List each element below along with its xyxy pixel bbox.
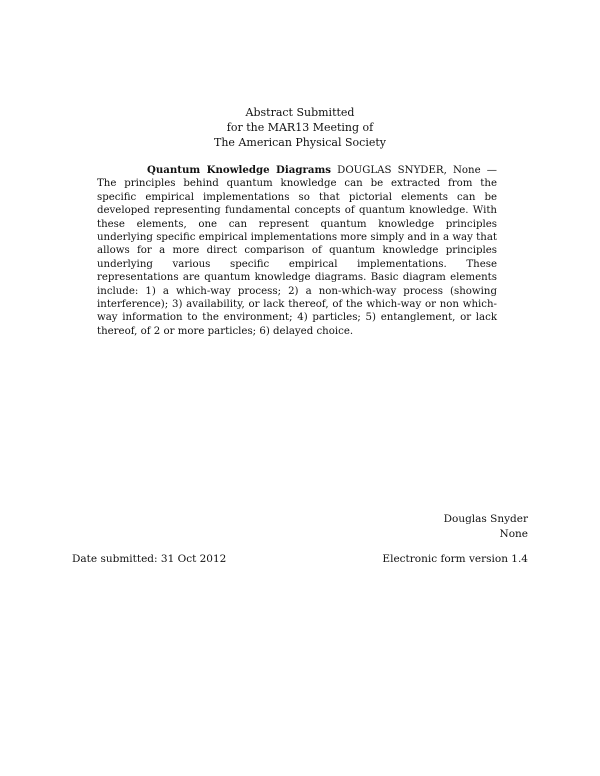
date-submitted: Date submitted: 31 Oct 2012	[72, 553, 227, 565]
header-line-meeting: for the MAR13 Meeting of	[226, 121, 374, 134]
abstract-title: Quantum Knowledge Diagrams	[147, 164, 331, 176]
header-line-abstract-submitted: Abstract Submitted	[245, 106, 355, 119]
author-affiliation: DOUGLAS SNYDER, None — The	[97, 165, 497, 190]
abstract-body: principles behind quantum knowledge can be extracted from the specific empirical implementations so that pictorial elements can be developed representing fundamental concepts of quantum knowledge. With these elements, one can represent quantum knowledge principles underlying specific empirical implementations more simply and in a way that allows for a more direct comparison of quantum knowledge principles underlying various specific empirical implementations. These representations are quantum knowledge diagrams. Basic diagram elements include: 1) a which-way process; 2) a non-which-way process (showing interference); 3) availability, or lack thereof, of the which-way or non which-way information to the environment; 4) particles; 5) entanglement, or lack thereof, of 2 or more particles; 6) delayed choice.	[97, 178, 497, 337]
form-version: Electronic form version 1.4	[382, 553, 528, 565]
signature-block	[444, 512, 528, 542]
signature-affiliation: None	[499, 528, 528, 540]
header-line-society: The American Physical Society	[214, 136, 386, 149]
signature-name: Douglas Snyder	[443, 513, 528, 525]
document-header	[0, 105, 600, 150]
abstract-paragraph	[97, 164, 497, 338]
